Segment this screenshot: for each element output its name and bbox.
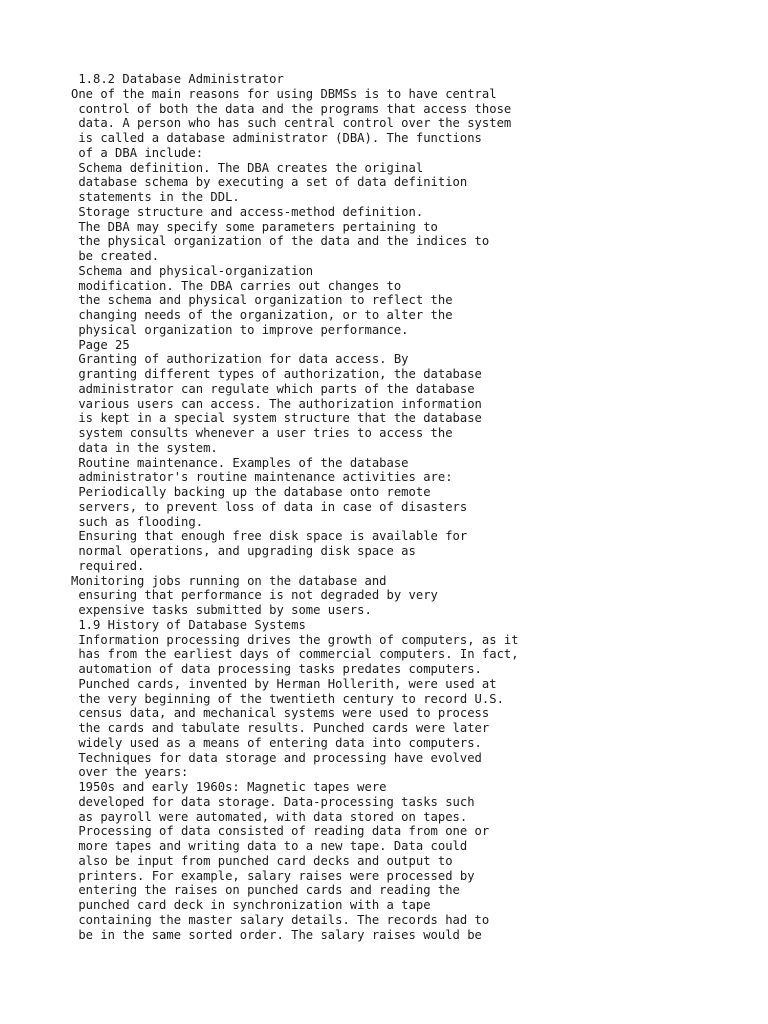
text-line: Information processing drives the growth of computers, as it	[71, 632, 519, 647]
text-line: Punched cards, invented by Herman Hollerith, were used at	[71, 676, 497, 691]
text-line: such as flooding.	[71, 514, 204, 529]
text-line: control of both the data and the programs that access those	[71, 101, 512, 116]
text-line: Processing of data consisted of reading data from one or	[71, 824, 490, 839]
text-line: ensuring that performance is not degraded by very	[71, 588, 438, 603]
section-heading: 1.8.2 Database Administrator	[71, 72, 284, 86]
text-line: Granting of authorization for data access. By	[71, 352, 409, 367]
text-line: statements in the DDL.	[71, 190, 240, 204]
text-line: normal operations, and upgrading disk space as	[71, 544, 416, 558]
text-line: containing the master salary details. The records had to	[71, 912, 490, 927]
text-line: as payroll were automated, with data stored on tapes.	[71, 809, 468, 824]
document-page	[71, 72, 751, 942]
page-number: Page 25	[71, 337, 130, 352]
text-line: Monitoring jobs running on the database and	[71, 573, 387, 588]
text-line: the cards and tabulate results. Punched cards were later	[71, 721, 490, 735]
section-heading: 1.9 History of Database Systems	[71, 617, 306, 632]
text-line: Ensuring that enough free disk space is available for	[71, 529, 468, 544]
text-line: census data, and mechanical systems were used to process	[71, 706, 490, 721]
text-line: the schema and physical organization to reflect the	[71, 293, 453, 308]
text-line: over the years:	[71, 765, 189, 780]
text-line: Storage structure and access-method definition.	[71, 204, 424, 219]
text-line: 1950s and early 1960s: Magnetic tapes were	[71, 780, 387, 794]
text-line: changing needs of the organization, or to alter the	[71, 308, 453, 322]
text-line: is kept in a special system structure that the database	[71, 411, 482, 426]
text-line: Periodically backing up the database onto remote	[71, 485, 431, 499]
text-line: Schema and physical-organization	[71, 263, 314, 278]
text-line: expensive tasks submitted by some users.	[71, 603, 372, 617]
text-line: Techniques for data storage and processing have evolved	[71, 750, 482, 765]
text-line: has from the earliest days of commercial computers. In fact,	[71, 647, 519, 662]
text-line: be in the same sorted order. The salary raises would be	[71, 927, 482, 942]
text-line: administrator can regulate which parts of the database	[71, 381, 475, 396]
text-line: required.	[71, 558, 145, 573]
text-line: punched card deck in synchronization with a tape	[71, 898, 431, 912]
text-line: various users can access. The authorization information	[71, 396, 482, 411]
text-line: entering the raises on punched cards and reading the	[71, 883, 460, 898]
text-line: more tapes and writing data to a new tape. Data could	[71, 839, 468, 853]
text-line: administrator's routine maintenance activities are:	[71, 470, 453, 485]
text-line: One of the main reasons for using DBMSs is to have central	[71, 86, 497, 101]
text-line: data in the system.	[71, 440, 218, 455]
text-line: Schema definition. The DBA creates the original	[71, 160, 424, 175]
text-line: servers, to prevent loss of data in case of disasters	[71, 499, 468, 514]
text-line: database schema by executing a set of data definition	[71, 175, 468, 190]
text-line: Routine maintenance. Examples of the database	[71, 455, 409, 470]
text-line: granting different types of authorization, the database	[71, 367, 482, 381]
text-line: is called a database administrator (DBA). The functions	[71, 131, 482, 145]
text-line: The DBA may specify some parameters pertaining to	[71, 219, 438, 234]
text-line: of a DBA include:	[71, 145, 204, 160]
text-line: automation of data processing tasks predates computers.	[71, 662, 482, 676]
text-line: widely used as a means of entering data into computers.	[71, 735, 482, 750]
text-line: data. A person who has such central control over the system	[71, 116, 512, 131]
text-line: be created.	[71, 249, 160, 263]
text-line: system consults whenever a user tries to access the	[71, 426, 453, 440]
text-line: the very beginning of the twentieth century to record U.S.	[71, 691, 504, 706]
text-line: the physical organization of the data and the indices to	[71, 234, 490, 249]
text-line: developed for data storage. Data-processing tasks such	[71, 794, 475, 809]
text-line: also be input from punched card decks and output to	[71, 853, 453, 868]
text-line: printers. For example, salary raises were processed by	[71, 868, 475, 883]
text-line: physical organization to improve performance.	[71, 322, 409, 337]
text-line: modification. The DBA carries out changes to	[71, 278, 402, 293]
